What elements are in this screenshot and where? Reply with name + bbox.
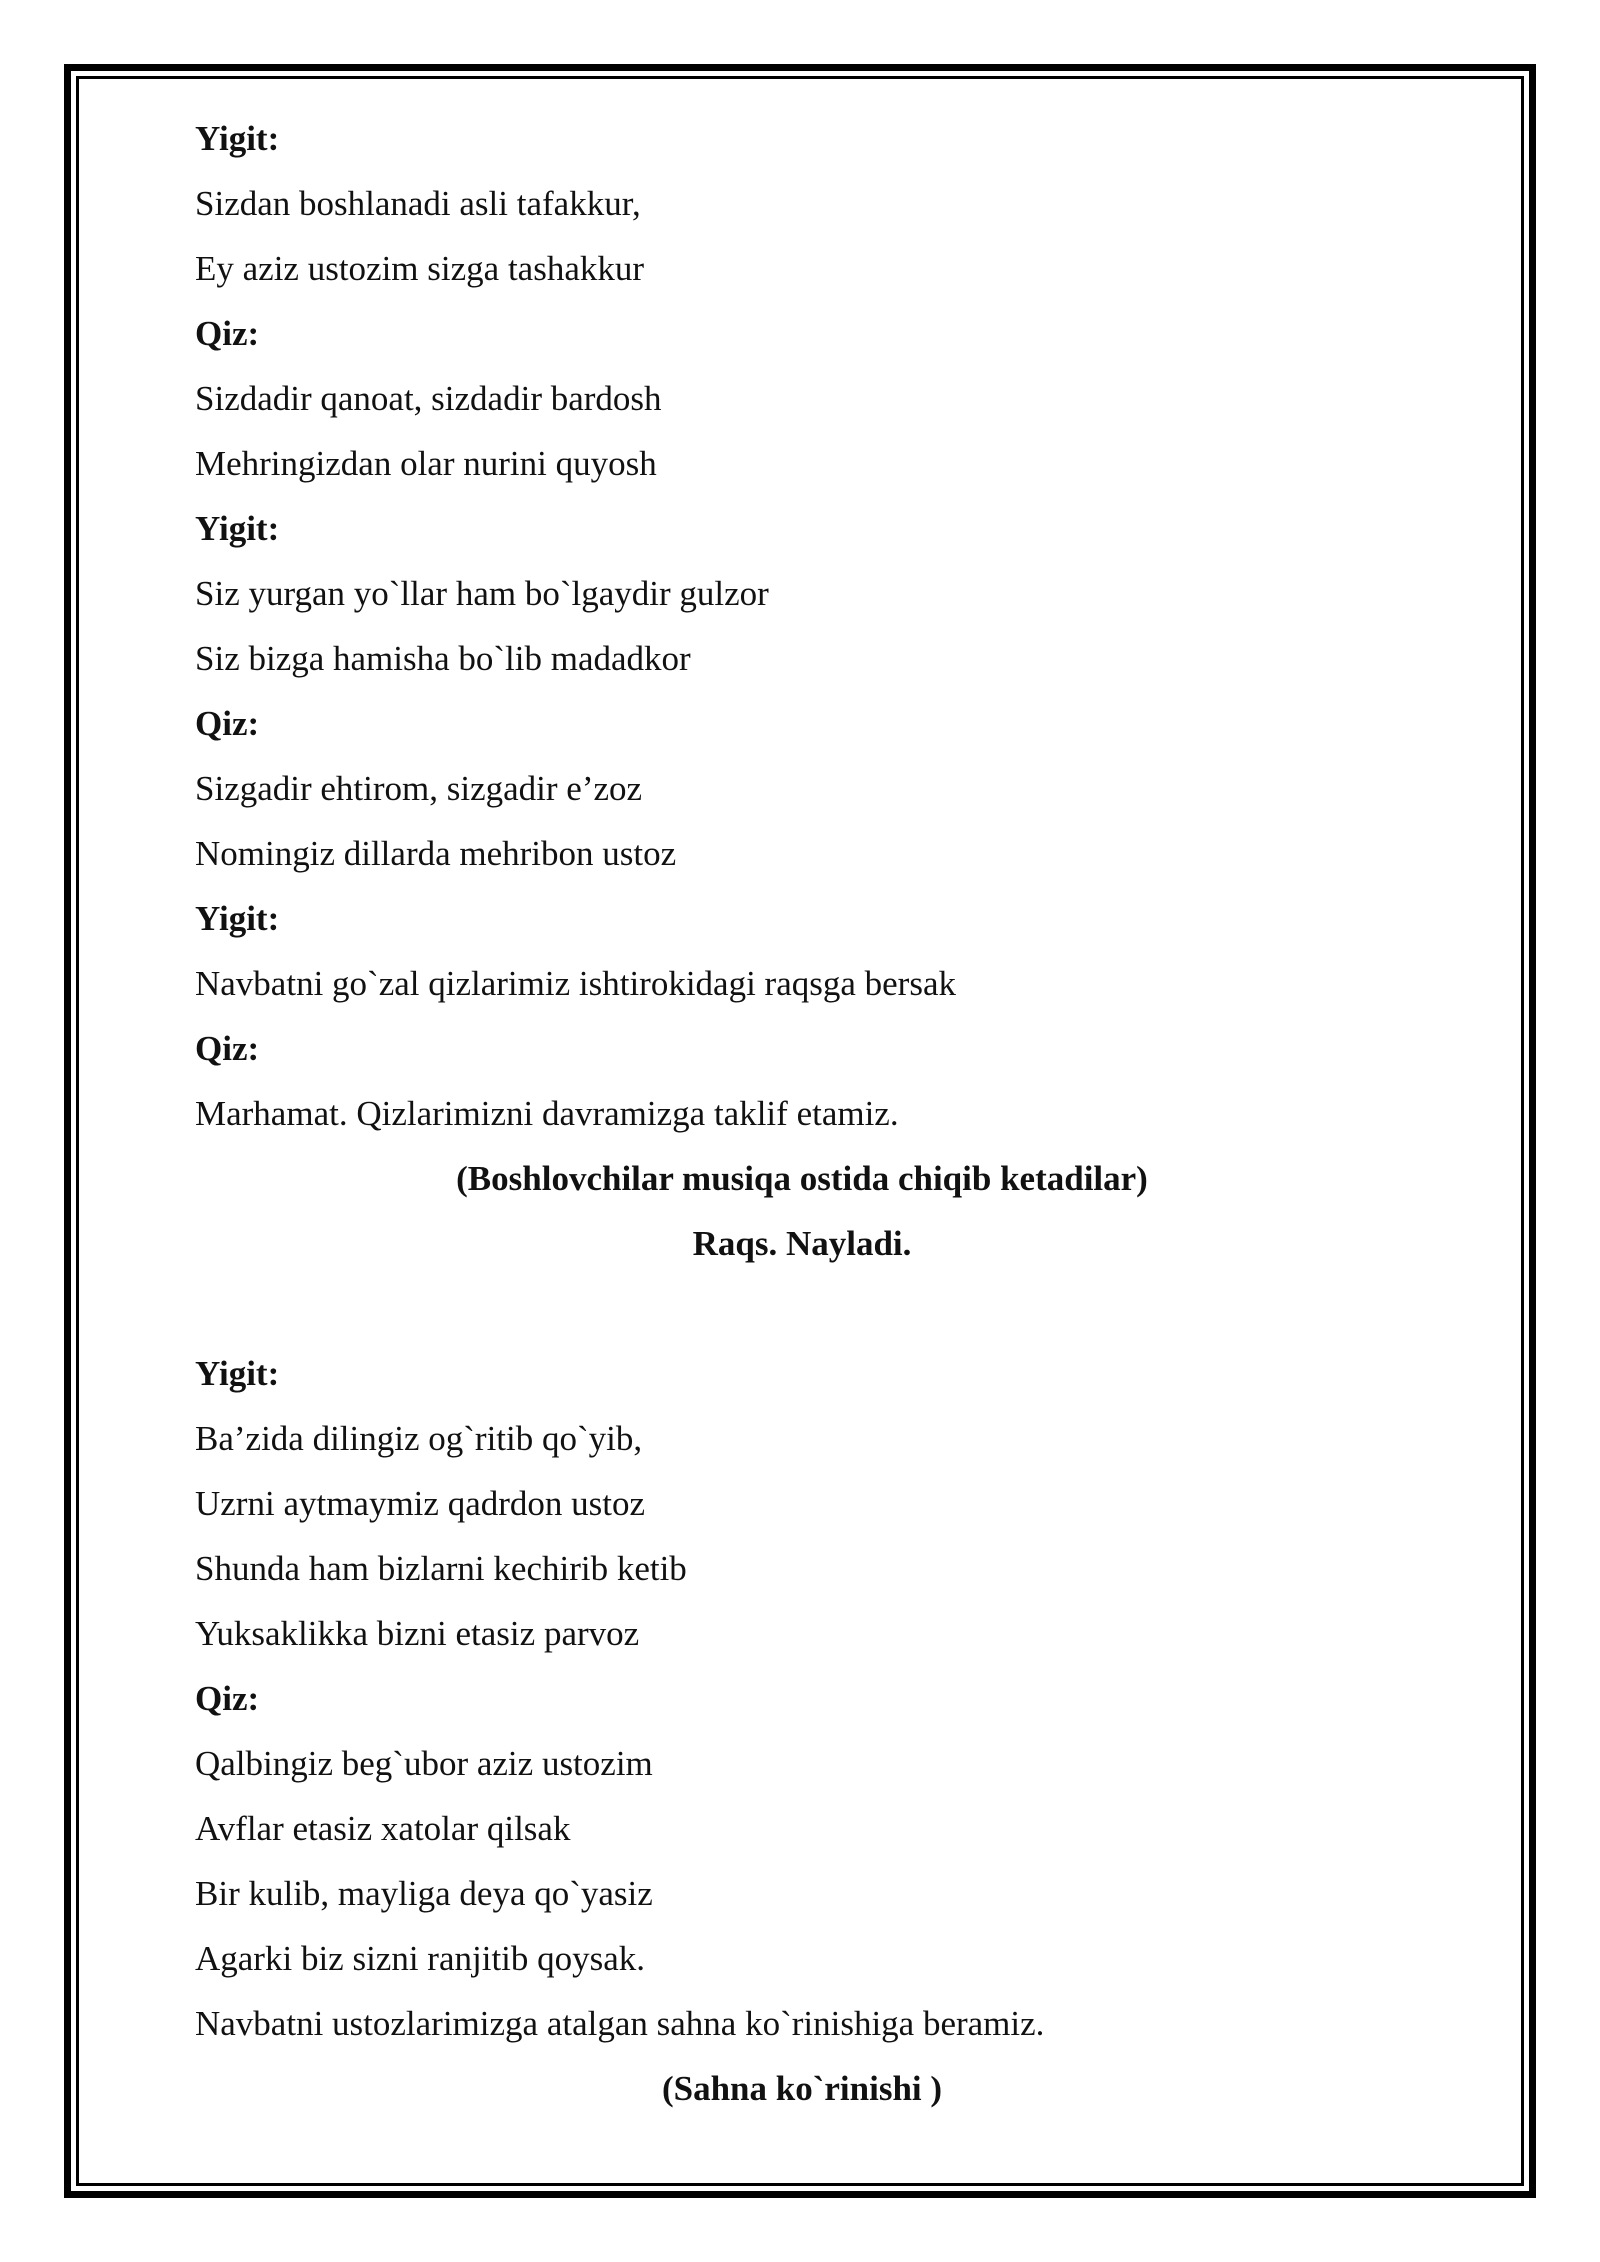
verse-line: Marhamat. Qizlarimizni davramizga taklif etamiz. [195,1094,899,1133]
speaker-label: Yigit: [195,509,280,548]
verse-line: Avflar etasiz xatolar qilsak [195,1809,571,1848]
speaker-label: Yigit: [195,119,280,158]
speaker-label: Qiz: [195,704,260,743]
verse-line: Sizdadir qanoat, sizdadir bardosh [195,379,662,418]
verse-line: Shunda ham bizlarni kechirib ketib [195,1549,687,1588]
verse-line: Ba’zida dilingiz og`ritib qo`yib, [195,1419,643,1458]
verse-line: Nomingiz dillarda mehribon ustoz [195,834,677,873]
verse-line: Sizdan boshlanadi asli tafakkur, [195,184,641,223]
blank-line [195,1276,1405,1341]
verse-line: Siz yurgan yo`llar ham bo`lgaydir gulzor [195,574,769,613]
verse-line: Siz bizga hamisha bo`lib madadkor [195,639,691,678]
verse-line: Mehringizdan olar nurini quyosh [195,444,657,483]
verse-line: Yuksaklikka bizni etasiz parvoz [195,1614,640,1653]
stage-direction: Raqs. Nayladi. [692,1224,912,1263]
verse-line: Bir kulib, mayliga deya qo`yasiz [195,1874,653,1913]
speaker-label: Qiz: [195,1029,260,1068]
verse-line: Ey aziz ustozim sizga tashakkur [195,249,645,288]
script-body [195,106,1405,2121]
verse-line: Sizgadir ehtirom, sizgadir e’zoz [195,769,643,808]
verse-line: Navbatni go`zal qizlarimiz ishtirokidagi raqsga bersak [195,964,956,1003]
speaker-label: Qiz: [195,314,260,353]
verse-line: Agarki biz sizni ranjitib qoysak. [195,1939,646,1978]
speaker-label: Yigit: [195,1354,280,1393]
verse-line: Uzrni aytmaymiz qadrdon ustoz [195,1484,646,1523]
stage-direction: (Sahna ko`rinishi ) [661,2069,943,2108]
verse-line: Qalbingiz beg`ubor aziz ustozim [195,1744,653,1783]
speaker-label: Yigit: [195,899,280,938]
stage-direction: (Boshlovchilar musiqa ostida chiqib ketadilar) [456,1159,1148,1198]
verse-line: Navbatni ustozlarimizga atalgan sahna ko`rinishiga beramiz. [195,2004,1045,2043]
speaker-label: Qiz: [195,1679,260,1718]
